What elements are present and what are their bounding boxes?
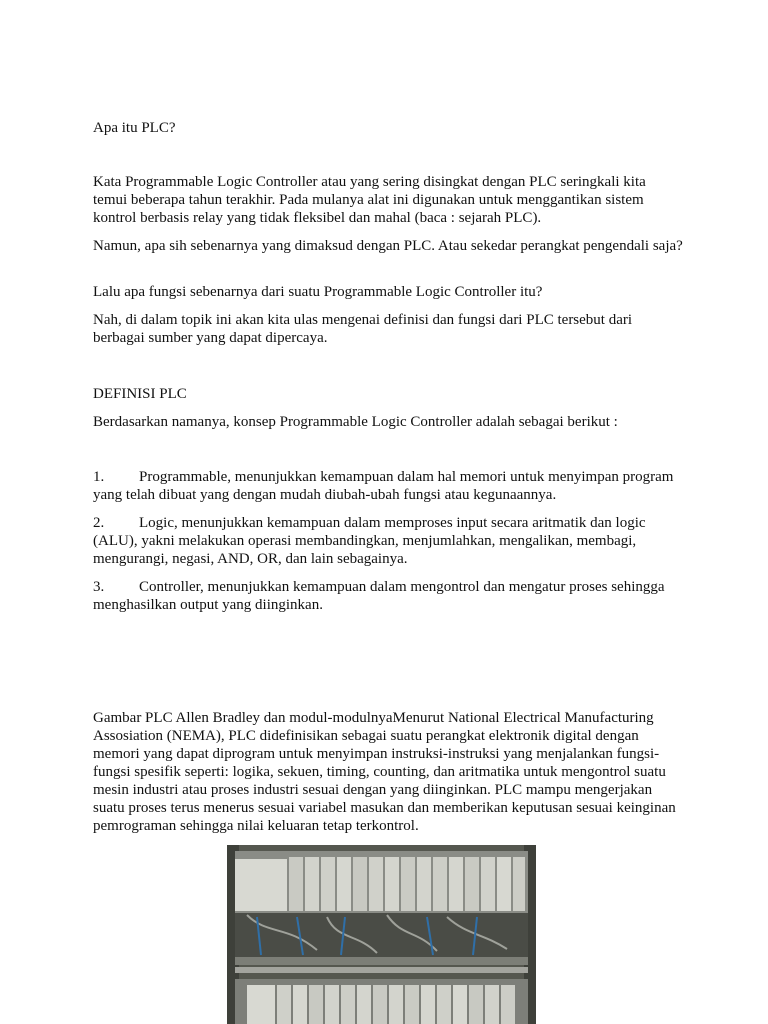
list-item-text: Logic, menunjukkan kemampuan dalam memproses input secara aritmatik dan logic (ALU), yakni melakukan operasi membandingkan, menjumlahkan, mengalikan, membagi, mengurangi, negasi, AND, OR, dan lain sebagainya. — [93, 515, 646, 567]
question-paragraph: Namun, apa sih sebenarnya yang dimaksud dengan PLC. Atau sekedar perangkat pengendali saja? — [93, 238, 683, 254]
function-question: Lalu apa fungsi sebenarnya dari suatu Programmable Logic Controller itu? — [93, 284, 543, 300]
list-item — [93, 578, 683, 614]
list-item-text: Programmable, menunjukkan kemampuan dalam hal memori untuk menyimpan program yang telah dibuat yang dengan mudah diubah-ubah fungsi atau kegunaannya. — [93, 469, 674, 503]
section-heading: DEFINISI PLC — [93, 386, 187, 402]
nema-paragraph: Gambar PLC Allen Bradley dan modul-modulnyaMenurut National Electrical Manufacturing Assosiation (NEMA), PLC didefinisikan sebagai suatu perangkat elektronik digital dengan memori yang dapat diprogram untuk menyimpan instruksi-instruksi yang menjalankan fungsi-fungsi spesifik seperti: logika, sekuen, timing, counting, dan aritmatika untuk mengontrol suatu mesin industri atau proses industri sesuai dengan yang diinginkan. PLC mampu mengerjakan suatu proses terus menerus sesuai variabel masukan dan memberikan keputusan sesuai keinginan pemrograman sehingga nilai keluaran tetap terkontrol. — [93, 710, 676, 834]
list-item-number: 3. — [93, 579, 105, 595]
topic-paragraph: Nah, di dalam topik ini akan kita ulas mengenai definisi dan fungsi dari PLC tersebut dari berbagai sumber yang dapat dipercaya. — [93, 312, 633, 346]
plc-photo — [227, 845, 536, 1024]
intro-paragraph: Kata Programmable Logic Controller atau yang sering disingkat dengan PLC seringkali kita temui beberapa tahun terakhir. Pada mulanya alat ini digunakan untuk menggantikan sistem kontrol berbasis relay yang tidak fleksibel dan mahal (baca : sejarah PLC). — [93, 174, 646, 226]
definition-intro: Berdasarkan namanya, konsep Programmable Logic Controller adalah sebagai berikut : — [93, 414, 618, 430]
list-item — [93, 468, 683, 504]
list-item-number: 2. — [93, 515, 105, 531]
list-item — [93, 514, 683, 568]
list-item-text: Controller, menunjukkan kemampuan dalam mengontrol dan mengatur proses sehingga menghasilkan output yang diinginkan. — [93, 579, 665, 613]
question-heading: Apa itu PLC? — [93, 120, 176, 136]
list-item-number: 1. — [93, 469, 105, 485]
plc-rack-illustration — [227, 845, 536, 1024]
